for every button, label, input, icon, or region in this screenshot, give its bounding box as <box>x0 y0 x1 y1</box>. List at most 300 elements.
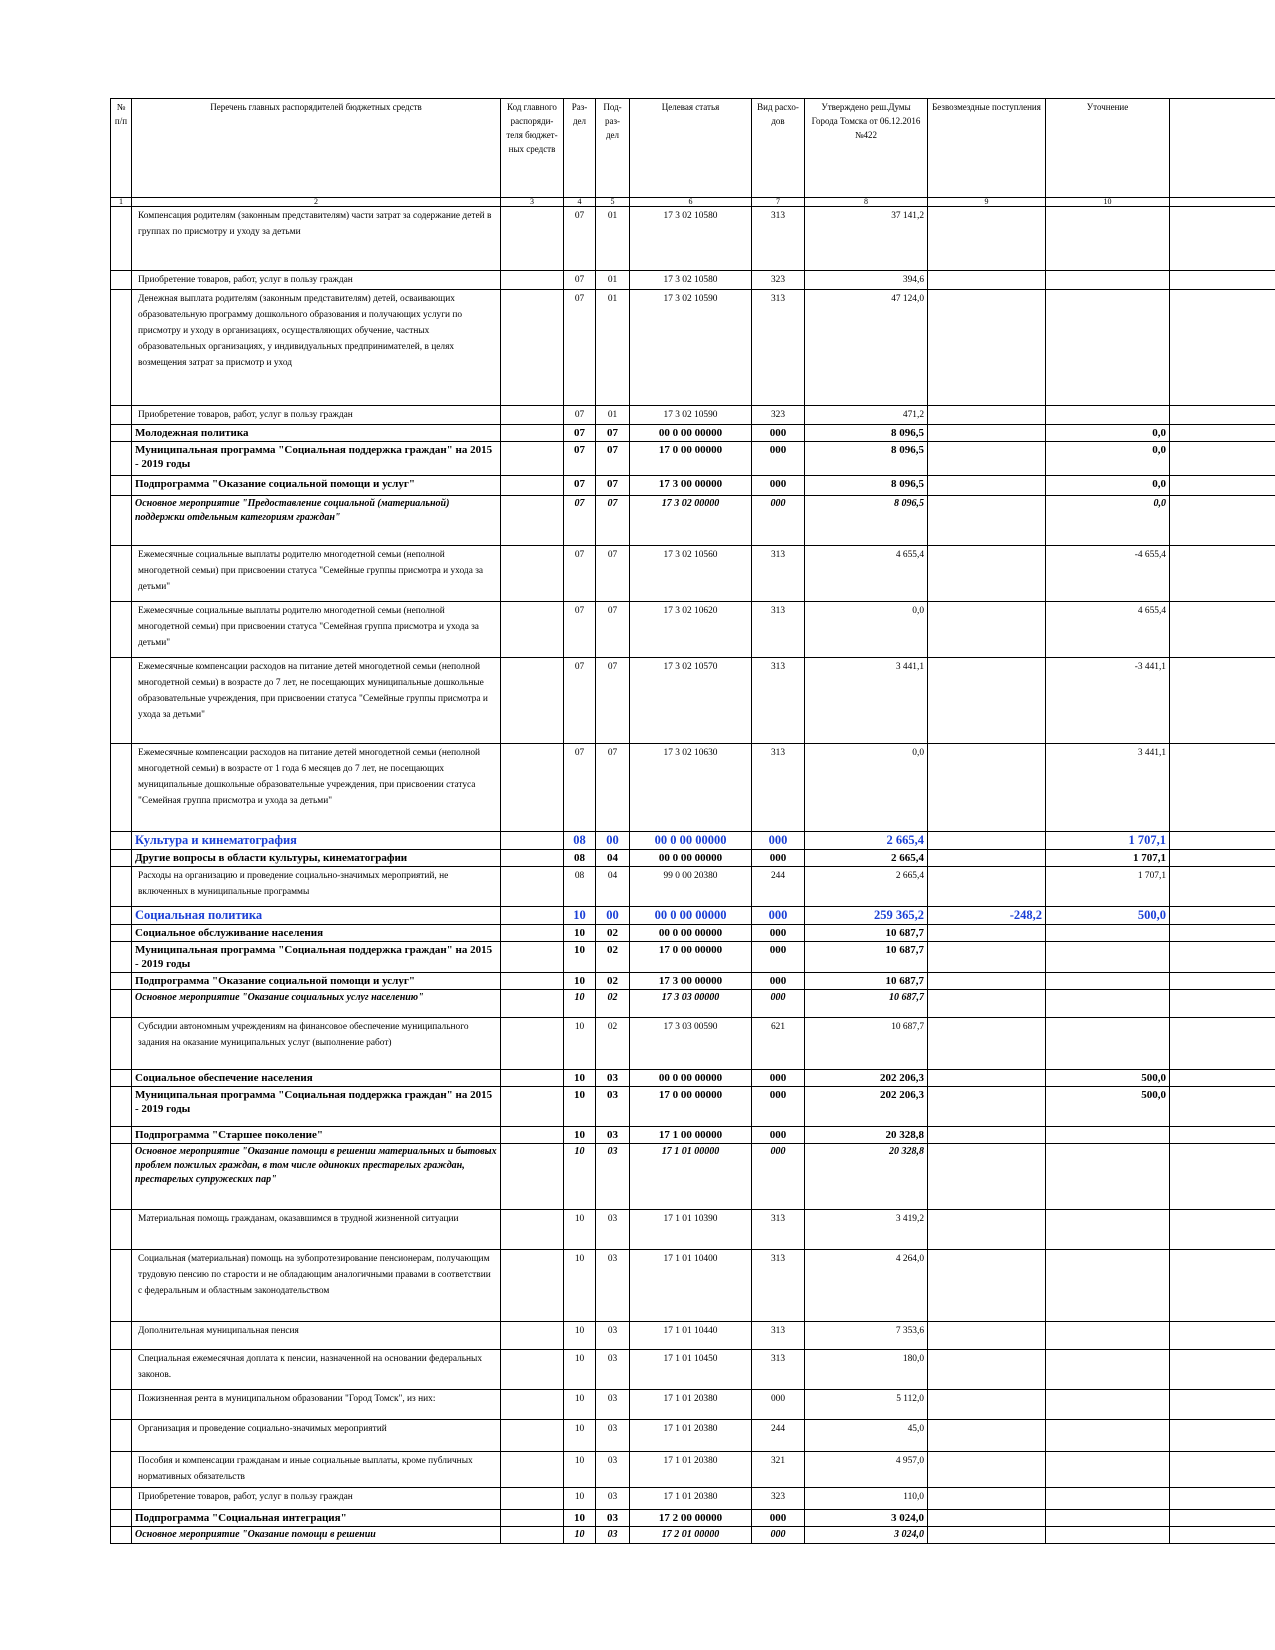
row-clarification <box>1046 1452 1170 1488</box>
row-subsection: 07 <box>596 602 630 658</box>
header-number: № п/п <box>111 99 132 198</box>
header-distributors: Перечень главных распорядителей бюджетных средств <box>132 99 501 198</box>
row-name: Социальное обеспечение населения <box>132 1070 501 1087</box>
row-target-item: 17 3 00 00000 <box>630 973 752 990</box>
row-number <box>111 1210 132 1250</box>
row-name: Компенсация родителям (законным представителям) части затрат за содержание детей в группах по присмотру и уходу за детьми <box>132 207 501 271</box>
row-section: 10 <box>564 1527 596 1544</box>
row-free-receipts <box>928 1127 1046 1144</box>
row-name: Муниципальная программа "Социальная поддержка граждан" на 2015 - 2019 годы <box>132 442 501 476</box>
row-expense-kind: 000 <box>752 1144 805 1210</box>
row-distributor-code <box>501 1510 564 1527</box>
table-row <box>111 867 1275 907</box>
row-clarification <box>1046 271 1170 290</box>
row-expense-kind: 000 <box>752 425 805 442</box>
row-clarification <box>1046 406 1170 425</box>
row-number <box>111 1390 132 1420</box>
row-distributor-code <box>501 1018 564 1070</box>
column-number: 8 <box>805 198 928 207</box>
row-distributor-code <box>501 832 564 850</box>
row-subsection: 03 <box>596 1250 630 1322</box>
row-expense-kind: 000 <box>752 942 805 973</box>
row-target-item: 17 3 02 10560 <box>630 546 752 602</box>
row-expense-kind: 000 <box>752 925 805 942</box>
table-row <box>111 973 1275 990</box>
row-section: 08 <box>564 832 596 850</box>
row-extra <box>1170 1127 1275 1144</box>
row-approved: 180,0 <box>805 1350 928 1390</box>
row-approved: 10 687,7 <box>805 973 928 990</box>
row-clarification <box>1046 290 1170 406</box>
table-row <box>111 1322 1275 1350</box>
row-expense-kind: 000 <box>752 832 805 850</box>
row-distributor-code <box>501 406 564 425</box>
row-section: 10 <box>564 1127 596 1144</box>
row-subsection: 07 <box>596 425 630 442</box>
row-subsection: 00 <box>596 832 630 850</box>
row-section: 07 <box>564 602 596 658</box>
column-number-row <box>111 198 1275 207</box>
row-approved: 3 441,1 <box>805 658 928 744</box>
row-free-receipts <box>928 850 1046 867</box>
row-subsection: 03 <box>596 1070 630 1087</box>
row-extra <box>1170 546 1275 602</box>
row-distributor-code <box>501 658 564 744</box>
row-name: Культура и кинематография <box>132 832 501 850</box>
row-subsection: 07 <box>596 442 630 476</box>
row-free-receipts <box>928 1250 1046 1322</box>
row-expense-kind: 000 <box>752 973 805 990</box>
row-distributor-code <box>501 1087 564 1127</box>
row-free-receipts <box>928 744 1046 832</box>
row-subsection: 03 <box>596 1527 630 1544</box>
table-row <box>111 290 1275 406</box>
row-subsection: 03 <box>596 1144 630 1210</box>
row-expense-kind: 313 <box>752 546 805 602</box>
row-approved: 45,0 <box>805 1420 928 1452</box>
table-row <box>111 658 1275 744</box>
row-number <box>111 1087 132 1127</box>
row-name: Молодежная политика <box>132 425 501 442</box>
row-extra <box>1170 406 1275 425</box>
row-section: 10 <box>564 942 596 973</box>
row-extra <box>1170 1087 1275 1127</box>
row-subsection: 07 <box>596 744 630 832</box>
row-section: 07 <box>564 546 596 602</box>
row-extra <box>1170 476 1275 496</box>
row-name: Организация и проведение социально-значимых мероприятий <box>132 1420 501 1452</box>
row-clarification: 500,0 <box>1046 907 1170 925</box>
header-clarification: Уточнение <box>1046 99 1170 198</box>
table-body <box>111 207 1275 1544</box>
row-clarification: -3 441,1 <box>1046 658 1170 744</box>
row-approved: 3 024,0 <box>805 1510 928 1527</box>
row-clarification <box>1046 1322 1170 1350</box>
row-number <box>111 290 132 406</box>
row-distributor-code <box>501 1250 564 1322</box>
row-subsection: 01 <box>596 207 630 271</box>
row-clarification: 0,0 <box>1046 425 1170 442</box>
row-extra <box>1170 207 1275 271</box>
row-target-item: 17 3 02 10620 <box>630 602 752 658</box>
row-name: Другие вопросы в области культуры, кинематографии <box>132 850 501 867</box>
row-distributor-code <box>501 1390 564 1420</box>
row-subsection: 02 <box>596 942 630 973</box>
row-section: 07 <box>564 476 596 496</box>
row-name: Подпрограмма "Социальная интеграция" <box>132 1510 501 1527</box>
row-free-receipts <box>928 942 1046 973</box>
table-row <box>111 425 1275 442</box>
row-target-item: 00 0 00 00000 <box>630 425 752 442</box>
row-name: Ежемесячные компенсации расходов на питание детей многодетной семьи (неполной многодетной семьи) в возрасте до 7 лет, не посещающих муниципальные дошкольные образовательные учреждения, при присвоении статуса "Семейные группы присмотра и ухода за детьми" <box>132 658 501 744</box>
row-target-item: 17 1 01 20380 <box>630 1488 752 1510</box>
row-free-receipts <box>928 1527 1046 1544</box>
row-approved: 4 957,0 <box>805 1452 928 1488</box>
row-free-receipts <box>928 442 1046 476</box>
table-row <box>111 496 1275 546</box>
row-free-receipts <box>928 425 1046 442</box>
row-target-item: 17 0 00 00000 <box>630 942 752 973</box>
row-extra <box>1170 1488 1275 1510</box>
row-name: Ежемесячные социальные выплаты родителю многодетной семьи (неполной многодетной семьи) при присвоении статуса "Семейные группы присмотра и ухода за детьми" <box>132 546 501 602</box>
row-distributor-code <box>501 973 564 990</box>
row-distributor-code <box>501 546 564 602</box>
row-approved: 2 665,4 <box>805 850 928 867</box>
row-approved: 10 687,7 <box>805 925 928 942</box>
row-section: 10 <box>564 990 596 1018</box>
row-free-receipts <box>928 1210 1046 1250</box>
row-name: Расходы на организацию и проведение социально-значимых мероприятий, не включенных в муниципальные программы <box>132 867 501 907</box>
row-expense-kind: 000 <box>752 1087 805 1127</box>
column-number: 4 <box>564 198 596 207</box>
row-free-receipts: -248,2 <box>928 907 1046 925</box>
budget-table-sheet <box>110 98 1275 1544</box>
row-clarification: 500,0 <box>1046 1070 1170 1087</box>
row-free-receipts <box>928 925 1046 942</box>
row-free-receipts <box>928 973 1046 990</box>
row-number <box>111 1420 132 1452</box>
row-section: 10 <box>564 1210 596 1250</box>
header-free-receipts: Безвозмездные поступления <box>928 99 1046 198</box>
table-row <box>111 406 1275 425</box>
row-extra <box>1170 942 1275 973</box>
row-target-item: 17 2 01 00000 <box>630 1527 752 1544</box>
row-free-receipts <box>928 271 1046 290</box>
row-expense-kind: 000 <box>752 990 805 1018</box>
table-row <box>111 442 1275 476</box>
row-free-receipts <box>928 1322 1046 1350</box>
row-free-receipts <box>928 1087 1046 1127</box>
row-approved: 20 328,8 <box>805 1127 928 1144</box>
row-subsection: 03 <box>596 1210 630 1250</box>
row-target-item: 17 3 02 10590 <box>630 406 752 425</box>
row-clarification <box>1046 1510 1170 1527</box>
row-target-item: 17 3 02 10580 <box>630 207 752 271</box>
row-approved: 110,0 <box>805 1488 928 1510</box>
row-extra <box>1170 867 1275 907</box>
row-expense-kind: 313 <box>752 1350 805 1390</box>
row-distributor-code <box>501 744 564 832</box>
row-number <box>111 602 132 658</box>
row-section: 10 <box>564 973 596 990</box>
row-clarification <box>1046 1144 1170 1210</box>
row-expense-kind: 323 <box>752 1488 805 1510</box>
row-clarification <box>1046 1527 1170 1544</box>
row-approved: 5 112,0 <box>805 1390 928 1420</box>
row-target-item: 17 1 01 00000 <box>630 1144 752 1210</box>
row-number <box>111 850 132 867</box>
row-expense-kind: 323 <box>752 271 805 290</box>
row-approved: 0,0 <box>805 744 928 832</box>
row-subsection: 03 <box>596 1322 630 1350</box>
row-number <box>111 546 132 602</box>
row-clarification: 1 707,1 <box>1046 832 1170 850</box>
row-number <box>111 1350 132 1390</box>
row-target-item: 17 3 02 10630 <box>630 744 752 832</box>
header-expense-kind: Вид расхо-дов <box>752 99 805 198</box>
row-approved: 2 665,4 <box>805 832 928 850</box>
row-expense-kind: 000 <box>752 442 805 476</box>
row-expense-kind: 000 <box>752 496 805 546</box>
row-subsection: 03 <box>596 1350 630 1390</box>
row-extra <box>1170 602 1275 658</box>
row-section: 10 <box>564 1018 596 1070</box>
row-extra <box>1170 1390 1275 1420</box>
row-extra <box>1170 1420 1275 1452</box>
column-number <box>1170 198 1275 207</box>
row-extra <box>1170 271 1275 290</box>
header-distributor-code: Код главного распоряди-теля бюджет-ных средств <box>501 99 564 198</box>
row-target-item: 17 1 01 20380 <box>630 1452 752 1488</box>
row-number <box>111 658 132 744</box>
row-subsection: 07 <box>596 476 630 496</box>
row-approved: 47 124,0 <box>805 290 928 406</box>
row-name: Подпрограмма "Старшее поколение" <box>132 1127 501 1144</box>
table-row <box>111 1390 1275 1420</box>
row-clarification: 1 707,1 <box>1046 850 1170 867</box>
table-row <box>111 546 1275 602</box>
row-number <box>111 867 132 907</box>
row-clarification: 1 707,1 <box>1046 867 1170 907</box>
row-clarification: -4 655,4 <box>1046 546 1170 602</box>
row-clarification: 0,0 <box>1046 496 1170 546</box>
column-number: 10 <box>1046 198 1170 207</box>
row-distributor-code <box>501 1527 564 1544</box>
row-approved: 4 655,4 <box>805 546 928 602</box>
row-number <box>111 207 132 271</box>
table-row <box>111 1452 1275 1488</box>
row-number <box>111 406 132 425</box>
row-subsection: 03 <box>596 1390 630 1420</box>
row-section: 10 <box>564 1420 596 1452</box>
row-free-receipts <box>928 207 1046 271</box>
row-expense-kind: 313 <box>752 1210 805 1250</box>
row-free-receipts <box>928 1144 1046 1210</box>
row-distributor-code <box>501 1127 564 1144</box>
row-target-item: 17 3 02 10570 <box>630 658 752 744</box>
row-number <box>111 973 132 990</box>
row-approved: 8 096,5 <box>805 496 928 546</box>
row-distributor-code <box>501 442 564 476</box>
column-number: 7 <box>752 198 805 207</box>
row-approved: 10 687,7 <box>805 990 928 1018</box>
row-target-item: 17 1 01 10440 <box>630 1322 752 1350</box>
row-approved: 8 096,5 <box>805 442 928 476</box>
row-expense-kind: 313 <box>752 744 805 832</box>
row-name: Муниципальная программа "Социальная поддержка граждан" на 2015 - 2019 годы <box>132 942 501 973</box>
row-clarification <box>1046 1210 1170 1250</box>
column-number: 1 <box>111 198 132 207</box>
row-distributor-code <box>501 1210 564 1250</box>
row-distributor-code <box>501 1488 564 1510</box>
row-expense-kind: 313 <box>752 1322 805 1350</box>
row-target-item: 17 3 00 00000 <box>630 476 752 496</box>
row-clarification <box>1046 942 1170 973</box>
row-approved: 8 096,5 <box>805 425 928 442</box>
row-target-item: 17 1 01 20380 <box>630 1390 752 1420</box>
row-subsection: 03 <box>596 1452 630 1488</box>
row-name: Приобретение товаров, работ, услуг в пользу граждан <box>132 1488 501 1510</box>
row-target-item: 17 1 01 10450 <box>630 1350 752 1390</box>
row-clarification <box>1046 1127 1170 1144</box>
row-expense-kind: 313 <box>752 290 805 406</box>
row-number <box>111 1018 132 1070</box>
row-name: Социальная политика <box>132 907 501 925</box>
row-number <box>111 1488 132 1510</box>
row-clarification <box>1046 1390 1170 1420</box>
row-extra <box>1170 1070 1275 1087</box>
row-free-receipts <box>928 1390 1046 1420</box>
row-name: Подпрограмма "Оказание социальной помощи и услуг" <box>132 476 501 496</box>
row-clarification <box>1046 990 1170 1018</box>
row-distributor-code <box>501 425 564 442</box>
row-extra <box>1170 496 1275 546</box>
row-distributor-code <box>501 1322 564 1350</box>
header-subsection: Под-раз-дел <box>596 99 630 198</box>
row-target-item: 00 0 00 00000 <box>630 925 752 942</box>
row-subsection: 03 <box>596 1510 630 1527</box>
column-number: 9 <box>928 198 1046 207</box>
row-number <box>111 1322 132 1350</box>
row-name: Дополнительная муниципальная пенсия <box>132 1322 501 1350</box>
row-section: 07 <box>564 406 596 425</box>
row-expense-kind: 000 <box>752 1127 805 1144</box>
row-target-item: 17 3 03 00000 <box>630 990 752 1018</box>
row-section: 07 <box>564 744 596 832</box>
row-subsection: 02 <box>596 990 630 1018</box>
row-name: Пожизненная рента в муниципальном образовании "Город Томск", из них: <box>132 1390 501 1420</box>
column-number: 6 <box>630 198 752 207</box>
row-target-item: 17 0 00 00000 <box>630 1087 752 1127</box>
row-target-item: 17 1 01 20380 <box>630 1420 752 1452</box>
row-extra <box>1170 442 1275 476</box>
row-target-item: 17 3 02 10590 <box>630 290 752 406</box>
row-expense-kind: 313 <box>752 658 805 744</box>
row-name: Приобретение товаров, работ, услуг в пользу граждан <box>132 406 501 425</box>
row-approved: 394,6 <box>805 271 928 290</box>
row-name: Основное мероприятие "Оказание помощи в решении материальных и бытовых проблем пожилых граждан, в том числе одиноких престарелых граждан, престарелых супружеских пар" <box>132 1144 501 1210</box>
row-section: 10 <box>564 1070 596 1087</box>
row-approved: 10 687,7 <box>805 1018 928 1070</box>
row-expense-kind: 321 <box>752 1452 805 1488</box>
row-section: 08 <box>564 867 596 907</box>
table-row <box>111 850 1275 867</box>
row-extra <box>1170 1510 1275 1527</box>
row-name: Основное мероприятие "Оказание помощи в решении <box>132 1527 501 1544</box>
row-distributor-code <box>501 850 564 867</box>
row-extra <box>1170 290 1275 406</box>
row-section: 10 <box>564 1250 596 1322</box>
row-subsection: 07 <box>596 546 630 602</box>
row-section: 07 <box>564 271 596 290</box>
row-free-receipts <box>928 867 1046 907</box>
row-number <box>111 442 132 476</box>
row-free-receipts <box>928 1452 1046 1488</box>
column-number: 5 <box>596 198 630 207</box>
row-subsection: 02 <box>596 973 630 990</box>
row-distributor-code <box>501 271 564 290</box>
row-distributor-code <box>501 907 564 925</box>
row-clarification <box>1046 925 1170 942</box>
row-extra <box>1170 925 1275 942</box>
row-expense-kind: 000 <box>752 1527 805 1544</box>
row-number <box>111 1070 132 1087</box>
row-section: 10 <box>564 1322 596 1350</box>
row-number <box>111 907 132 925</box>
row-extra <box>1170 973 1275 990</box>
table-row <box>111 1510 1275 1527</box>
row-section: 10 <box>564 1452 596 1488</box>
row-free-receipts <box>928 290 1046 406</box>
row-target-item: 17 2 00 00000 <box>630 1510 752 1527</box>
table-row <box>111 907 1275 925</box>
row-free-receipts <box>928 1488 1046 1510</box>
row-expense-kind: 000 <box>752 850 805 867</box>
row-name: Основное мероприятие "Предоставление социальной (материальной) поддержки отдельным категориям граждан" <box>132 496 501 546</box>
row-distributor-code <box>501 290 564 406</box>
row-distributor-code <box>501 602 564 658</box>
row-expense-kind: 244 <box>752 867 805 907</box>
row-clarification: 0,0 <box>1046 442 1170 476</box>
row-clarification <box>1046 1350 1170 1390</box>
row-free-receipts <box>928 990 1046 1018</box>
row-subsection: 02 <box>596 925 630 942</box>
row-distributor-code <box>501 867 564 907</box>
row-free-receipts <box>928 832 1046 850</box>
row-clarification: 4 655,4 <box>1046 602 1170 658</box>
row-clarification <box>1046 1488 1170 1510</box>
row-number <box>111 1250 132 1322</box>
row-extra <box>1170 990 1275 1018</box>
row-section: 07 <box>564 496 596 546</box>
row-free-receipts <box>928 1350 1046 1390</box>
table-row <box>111 602 1275 658</box>
row-name: Материальная помощь гражданам, оказавшимся в трудной жизненной ситуации <box>132 1210 501 1250</box>
row-target-item: 17 3 02 00000 <box>630 496 752 546</box>
row-distributor-code <box>501 925 564 942</box>
row-section: 10 <box>564 907 596 925</box>
table-row <box>111 1018 1275 1070</box>
row-section: 10 <box>564 1488 596 1510</box>
row-expense-kind: 313 <box>752 602 805 658</box>
header-target-item: Целевая статья <box>630 99 752 198</box>
header-approved: Утверждено реш.Думы Города Томска от 06.12.2016 №422 <box>805 99 928 198</box>
row-name: Ежемесячные компенсации расходов на питание детей многодетной семьи (неполной многодетной семьи) в возрасте от 1 года 6 месяцев до 7 лет, не посещающих муниципальные дошкольные образовательные учреждения, при присвоении статуса "Семейная группа присмотра и ухода за детьми" <box>132 744 501 832</box>
row-target-item: 17 1 01 10390 <box>630 1210 752 1250</box>
row-extra <box>1170 1144 1275 1210</box>
table-row <box>111 942 1275 973</box>
row-extra <box>1170 425 1275 442</box>
